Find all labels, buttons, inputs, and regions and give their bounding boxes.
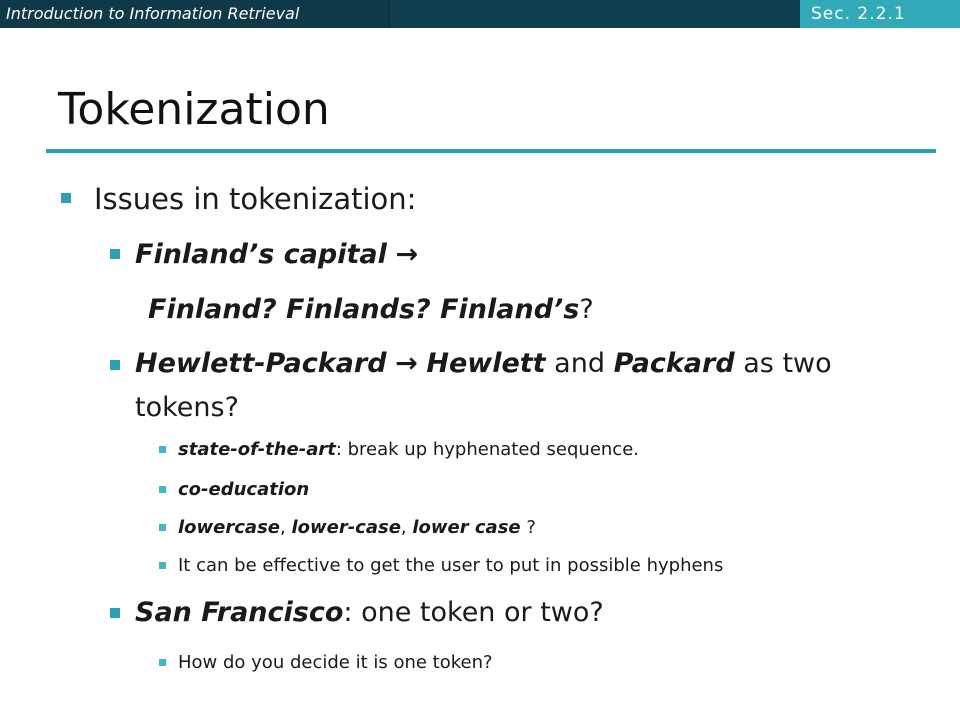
bullet-hyphens: It can be effective to get the user to put in possible hyphens [178, 555, 724, 576]
bullet-hewlett-packard [135, 346, 832, 382]
finland-question: ? [579, 294, 594, 325]
finland-variants-line [148, 292, 594, 328]
square-bullet-icon [110, 360, 120, 370]
hp-continuation: tokens? [135, 392, 239, 423]
lower-q: ? [520, 517, 536, 538]
arrow-icon: → [395, 348, 418, 379]
lower-t3: lower case [412, 517, 521, 538]
lower-c2: , [400, 517, 413, 538]
bullet-lowercase [178, 515, 536, 541]
square-bullet-icon [159, 659, 166, 666]
sf-term: San Francisco [135, 597, 344, 628]
square-bullet-icon [110, 249, 120, 259]
course-title: Introduction to Information Retrieval [0, 0, 390, 28]
finland-term: Finland’s capital [135, 239, 387, 270]
hp-hewlett: Hewlett [426, 348, 546, 379]
hp-and: and [545, 348, 614, 379]
arrow-icon: → [395, 239, 419, 270]
section-label: Sec. 2.2.1 [800, 0, 960, 28]
hp-term: Hewlett-Packard [135, 348, 387, 379]
slide-title: Tokenization [58, 84, 330, 135]
bullet-san-francisco [135, 595, 604, 631]
hp-packard: Packard [613, 348, 735, 379]
lower-t1: lowercase [178, 517, 280, 538]
bullet-co-education [178, 477, 309, 503]
title-underline [46, 149, 936, 153]
hp-rest: as two [734, 348, 832, 379]
lower-t2: lower-case [291, 517, 401, 538]
header-bar [0, 0, 960, 28]
bullet-finland [135, 237, 418, 273]
square-bullet-icon [61, 193, 71, 203]
bullet-state-of-the-art [178, 437, 639, 463]
square-bullet-icon [159, 486, 166, 493]
square-bullet-icon [159, 446, 166, 453]
square-bullet-icon [159, 562, 166, 569]
finland-variants: Finland? Finlands? Finland’s [148, 294, 580, 325]
bullet-issues: Issues in tokenization: [94, 182, 417, 216]
sota-term: state-of-the-art [178, 439, 336, 460]
lower-c1: , [280, 517, 292, 538]
coedu-term: co-education [178, 479, 310, 500]
bullet-decide: How do you decide it is one token? [178, 652, 493, 673]
square-bullet-icon [110, 608, 120, 618]
sf-rest: : one token or two? [343, 597, 604, 628]
sota-rest: : break up hyphenated sequence. [335, 439, 639, 460]
square-bullet-icon [159, 524, 166, 531]
